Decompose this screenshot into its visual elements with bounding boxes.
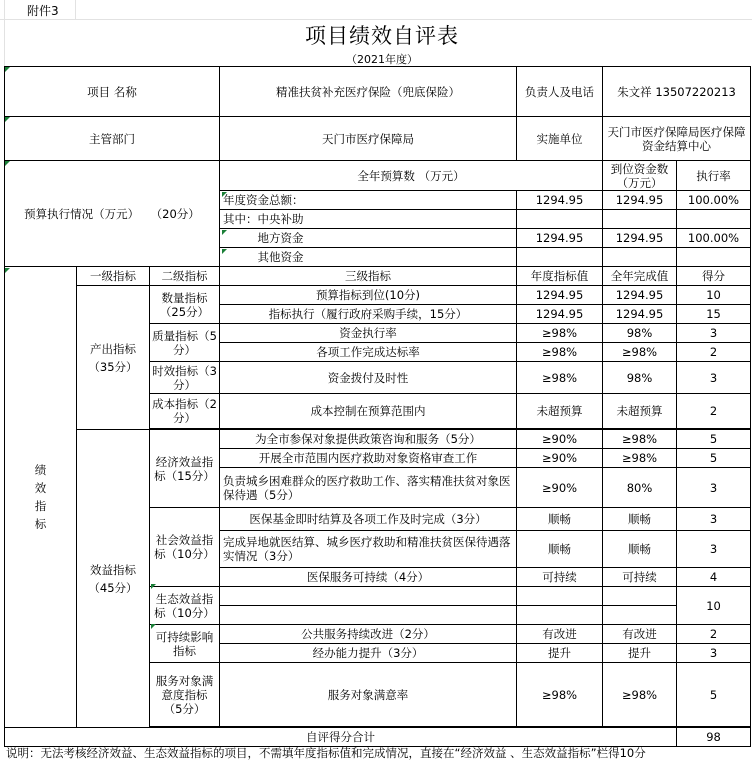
- report-year: （2021年度）: [346, 53, 418, 66]
- l2-satisfaction: [150, 663, 220, 727]
- score-cell[interactable]: 15: [677, 305, 751, 324]
- l2-ecological: 生态效益指标（10分）: [150, 587, 220, 625]
- target-cell[interactable]: 未超预算: [517, 394, 603, 429]
- effect-label-text: 效益指标（45分）: [88, 562, 138, 595]
- budget-total[interactable]: 1294.95: [517, 229, 603, 248]
- budget-row-label: 其他资金: [220, 248, 517, 267]
- budget-label: 预算执行情况（万元） （20分）: [5, 161, 220, 267]
- perf-indicator-text: 绩效指标: [34, 463, 47, 531]
- l2-quality: 质量指标（5分）: [150, 324, 220, 362]
- actual-cell[interactable]: 1294.95: [603, 305, 677, 324]
- budget-row-label: 其中：中央补助: [220, 210, 517, 229]
- actual-cell[interactable]: 未超预算: [603, 394, 677, 429]
- target-cell[interactable]: 提升: [517, 644, 603, 663]
- l3-cell: 公共服务持续改进（2分）: [220, 625, 517, 644]
- actual-cell[interactable]: ≥98%: [603, 663, 677, 727]
- budget-header-blank: 全年预算数 （万元）: [220, 161, 603, 191]
- target-cell[interactable]: ≥98%: [517, 362, 603, 394]
- actual-cell[interactable]: ≥98%: [603, 343, 677, 362]
- actual-cell[interactable]: ≥98%: [603, 449, 677, 468]
- owner-value[interactable]: 朱文祥 13507220213: [603, 67, 751, 117]
- budget-received[interactable]: 1294.95: [603, 229, 677, 248]
- actual-cell[interactable]: [603, 606, 677, 625]
- target-header: 年度指标值: [517, 267, 603, 286]
- effect-label: [77, 430, 150, 728]
- actual-cell[interactable]: 有改进: [603, 625, 677, 644]
- l3-cell: 负责城乡困难群众的医疗救助工作、落实精准扶贫对象医保待遇（5分）: [220, 468, 517, 508]
- l3-cell: 指标执行（履行政府采购手续，15分）: [220, 305, 517, 324]
- target-cell[interactable]: 可持续: [517, 568, 603, 587]
- project-name[interactable]: 精准扶贫补充医疗保险（兜底保险）: [220, 67, 517, 117]
- target-cell[interactable]: 1294.95: [517, 286, 603, 305]
- cell-marker: [5, 117, 10, 122]
- total-label: 自评得分合计: [5, 728, 677, 747]
- score-header: 得分: [677, 267, 751, 286]
- score-cell[interactable]: 5: [677, 430, 751, 449]
- actual-cell[interactable]: 80%: [603, 468, 677, 508]
- l2-social: 社会效益指标（10分）: [150, 508, 220, 587]
- actual-header: 全年完成值: [603, 267, 677, 286]
- target-cell[interactable]: 顺畅: [517, 508, 603, 531]
- attachment-label: 附件3: [27, 4, 59, 18]
- l2-cost: 成本指标（2分）: [150, 394, 220, 429]
- perf-indicator-label: [5, 267, 77, 728]
- cell-marker: [5, 161, 10, 166]
- actual-cell[interactable]: 1294.95: [603, 286, 677, 305]
- l3-header: 三级指标: [220, 267, 517, 286]
- actual-cell[interactable]: 98%: [603, 362, 677, 394]
- l3-cell: 资金拨付及时性: [220, 362, 517, 394]
- target-cell[interactable]: ≥98%: [517, 663, 603, 727]
- score-cell[interactable]: 10: [677, 286, 751, 305]
- l2-timeliness: 时效指标（3分）: [150, 362, 220, 394]
- l3-cell: 服务对象满意率: [220, 663, 517, 727]
- budget-received-header: 到位资金数（万元）: [603, 161, 677, 191]
- score-cell[interactable]: 5: [677, 449, 751, 468]
- output-label-text: 产出指标（35分）: [88, 341, 138, 374]
- output-label: [77, 286, 150, 430]
- budget-row-label: 年度资金总额：: [220, 191, 517, 210]
- total-score[interactable]: 98: [677, 728, 751, 747]
- l3-cell: 为全市参保对象提供政策咨询和服务（5分）: [220, 430, 517, 449]
- score-cell[interactable]: 2: [677, 625, 751, 644]
- target-cell[interactable]: [517, 606, 603, 625]
- l2-quantity: 数量指标（25分）: [150, 286, 220, 324]
- score-cell[interactable]: 3: [677, 531, 751, 568]
- target-cell[interactable]: 顺畅: [517, 531, 603, 568]
- impl-label: 实施单位: [517, 117, 603, 161]
- budget-received[interactable]: [603, 210, 677, 229]
- evaluation-table: [4, 66, 751, 747]
- score-cell[interactable]: 10: [677, 587, 751, 625]
- project-name-label: 项目 名称: [5, 67, 220, 117]
- score-cell[interactable]: 3: [677, 362, 751, 394]
- l1-header: 一级指标: [77, 267, 150, 286]
- cell-marker: [5, 67, 10, 72]
- score-cell[interactable]: 3: [677, 508, 751, 531]
- score-cell[interactable]: 3: [677, 644, 751, 663]
- l3-cell: 各项工作完成达标率: [220, 343, 517, 362]
- budget-rate[interactable]: 100.00%: [677, 229, 751, 248]
- cell-marker: [151, 624, 156, 629]
- impl-value[interactable]: 天门市医疗保障局医疗保障资金结算中心: [603, 117, 751, 161]
- budget-received[interactable]: 1294.95: [603, 191, 677, 210]
- l2-sustain: 可持续影响指标: [150, 625, 220, 663]
- target-cell[interactable]: ≥98%: [517, 343, 603, 362]
- budget-row-label: 地方资金: [220, 229, 517, 248]
- score-cell[interactable]: 4: [677, 568, 751, 587]
- cell-marker: [222, 230, 227, 235]
- cell-marker: [5, 268, 10, 273]
- l2-header: 二级指标: [150, 267, 220, 286]
- cell-marker: [151, 584, 156, 589]
- target-cell[interactable]: 1294.95: [517, 305, 603, 324]
- budget-rate[interactable]: [677, 248, 751, 267]
- target-cell[interactable]: ≥90%: [517, 468, 603, 508]
- page-title: 项目绩效自评表: [305, 24, 459, 48]
- cell-marker: [222, 249, 227, 254]
- target-cell[interactable]: ≥90%: [517, 449, 603, 468]
- l2-satisfaction-text: 服务对象满意度指标（5分）: [155, 673, 214, 716]
- budget-total[interactable]: 1294.95: [517, 191, 603, 210]
- actual-cell[interactable]: 顺畅: [603, 508, 677, 531]
- score-cell[interactable]: 3: [677, 324, 751, 343]
- l3-cell: [220, 606, 517, 625]
- l3-cell: 资金执行率: [220, 324, 517, 343]
- actual-cell[interactable]: 可持续: [603, 568, 677, 587]
- l3-cell: 经办能力提升（3分）: [220, 644, 517, 663]
- actual-cell[interactable]: 顺畅: [603, 531, 677, 568]
- score-cell[interactable]: 3: [677, 468, 751, 508]
- budget-rate[interactable]: 100.00%: [677, 191, 751, 210]
- score-cell[interactable]: 2: [677, 394, 751, 429]
- cell-marker: [222, 192, 227, 197]
- budget-total[interactable]: [517, 248, 603, 267]
- target-cell[interactable]: ≥90%: [517, 430, 603, 449]
- actual-cell[interactable]: 提升: [603, 644, 677, 663]
- target-cell[interactable]: ≥98%: [517, 324, 603, 343]
- l3-cell: 完成异地就医结算、城乡医疗救助和精准扶贫医保待遇落实情况（3分）: [220, 531, 517, 568]
- l3-cell: 医保服务可持续（4分）: [220, 568, 517, 587]
- target-cell[interactable]: 有改进: [517, 625, 603, 644]
- owner-label: 负责人及电话: [517, 67, 603, 117]
- budget-received[interactable]: [603, 248, 677, 267]
- l3-cell: 预算指标到位(10分): [220, 286, 517, 305]
- score-cell[interactable]: 2: [677, 343, 751, 362]
- actual-cell[interactable]: [603, 587, 677, 606]
- actual-cell[interactable]: 98%: [603, 324, 677, 343]
- dept-label: 主管部门: [5, 117, 220, 161]
- l2-economic: 经济效益指标（15分）: [150, 430, 220, 508]
- score-cell[interactable]: 5: [677, 663, 751, 727]
- l3-cell: [220, 587, 517, 606]
- l3-cell: 医保基金即时结算及各项工作及时完成（3分）: [220, 508, 517, 531]
- budget-total[interactable]: [517, 210, 603, 229]
- target-cell[interactable]: [517, 587, 603, 606]
- budget-rate-header: 执行率: [677, 161, 751, 191]
- budget-rate[interactable]: [677, 210, 751, 229]
- l3-cell: 开展全市范围内医疗救助对象资格审查工作: [220, 449, 517, 468]
- gridline: [75, 0, 76, 20]
- dept-value[interactable]: 天门市医疗保障局: [220, 117, 517, 161]
- actual-cell[interactable]: ≥98%: [603, 430, 677, 449]
- footnote: 说明：无法考核经济效益、生态效益指标的项目，不需填年度指标值和完成情况，直接在“经济效益 、生态效益指标”栏得10分: [6, 746, 646, 760]
- l3-cell: 成本控制在预算范围内: [220, 394, 517, 429]
